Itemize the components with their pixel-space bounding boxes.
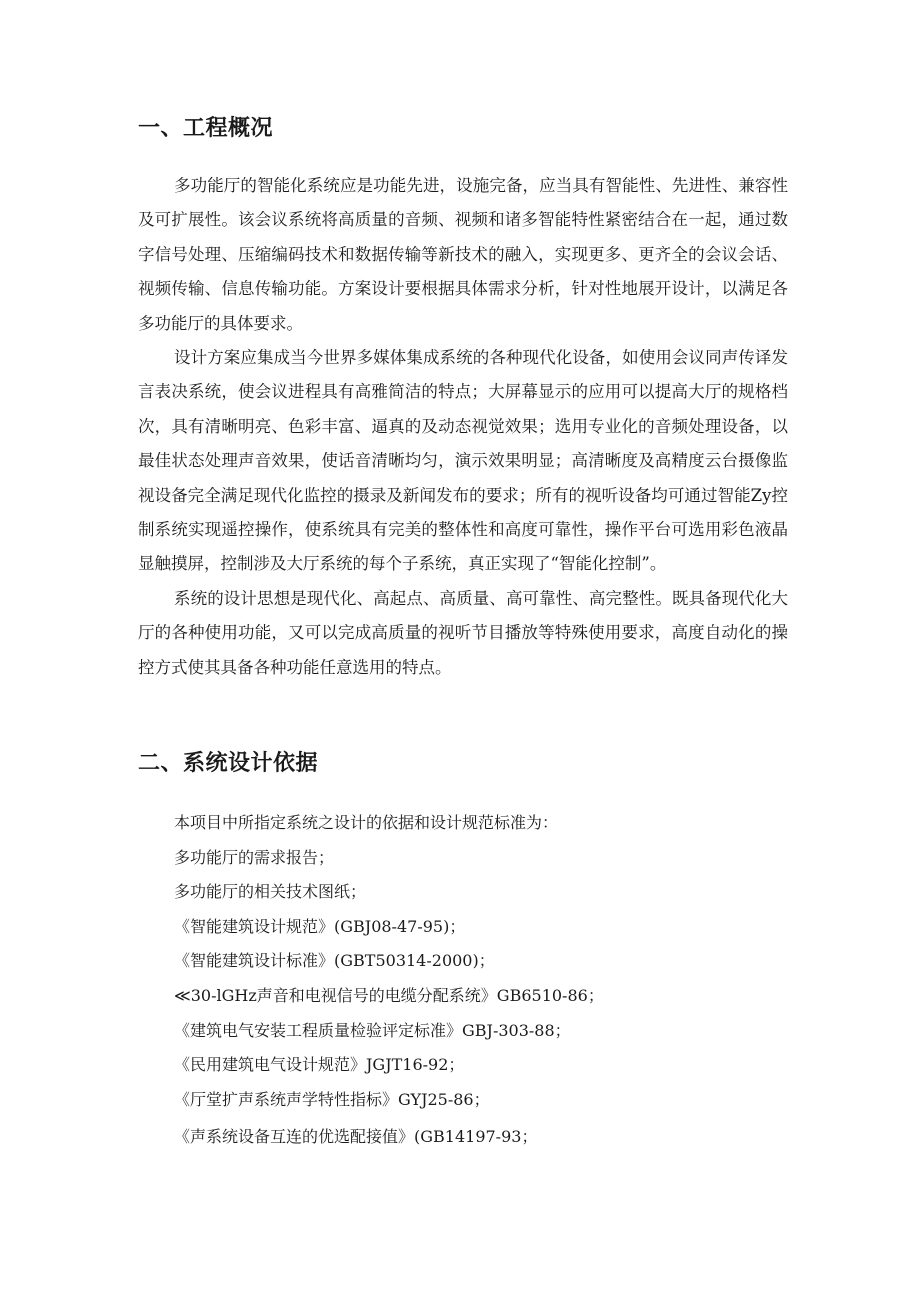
paragraph: 设计方案应集成当今世界多媒体集成系统的各种现代化设备，如使用会议同声传译发言表决系统，使会议进程具有高雅简洁的特点；大屏幕显示的应用可以提高大厅的规格档次，具有清晰明亮、色彩丰富、逼真的及动态视觉效果；选用专业化的音频处理设备，以最佳状态处理声音效果，使话音清晰均匀，演示效果明显；高清晰度及高精度云台摄像监视设备完全满足现代化监控的摄录及新闻发布的要求；所有的视听设备均可通过智能Zy控制系统实现遥控操作，使系统具有完美的整体性和高度可靠性，操作平台可选用彩色液晶显触摸屏，控制涉及大厅系统的每个子系统，真正实现了“智能化控制”。 [138, 348, 788, 574]
standard-item: 《厅堂扩声系统声学特性指标》GYJ25-86； [174, 1089, 490, 1109]
standard-item: 《声系统设备互连的优选配接值》(GB14197-93； [174, 1127, 538, 1147]
design-basis-list [138, 806, 788, 1155]
standard-item: 《民用建筑电气设计规范》JGJT16-92； [174, 1055, 465, 1075]
section-heading-design-basis: 二、系统设计依据 [138, 751, 319, 776]
standard-item: 《智能建筑设计标准》(GBT50314-2000)； [174, 951, 495, 971]
overview-body [138, 169, 788, 685]
paragraph: 多功能厅的智能化系统应是功能先进，设施完备，应当具有智能性、先进性、兼容性及可扩展性。该会议系统将高质量的音频、视频和诸多智能特性紧密结合在一起，通过数字信号处理、压缩编码技术和数据传输等新技术的融入，实现更多、更齐全的会议会话、视频传输、信息传输功能。方案设计要根据具体需求分析，针对性地展开设计，以满足各多功能厅的具体要求。 [138, 176, 788, 333]
standard-item: ≪30-lGHz声音和电视信号的电缆分配系统》GB6510-86； [174, 985, 604, 1005]
paragraph: 系统的设计思想是现代化、高起点、高质量、高可靠性、高完整性。既具备现代化大厅的各种使用功能，又可以完成高质量的视听节目播放等特殊使用要求，高度自动化的操控方式使其具备各种功能任意选用的特点。 [138, 588, 788, 677]
standard-item: 《智能建筑设计规范》(GBJ08-47-95)； [174, 916, 466, 936]
section-heading-overview: 一、工程概况 [138, 116, 274, 141]
list-item: 本项目中所指定系统之设计的依据和设计规范标准为： [174, 813, 559, 832]
standard-item: 《建筑电气安装工程质量检验评定标准》GBJ-303-88； [174, 1020, 571, 1040]
list-item: 多功能厅的需求报告； [174, 847, 335, 867]
list-item: 多功能厅的相关技术图纸； [174, 882, 367, 902]
